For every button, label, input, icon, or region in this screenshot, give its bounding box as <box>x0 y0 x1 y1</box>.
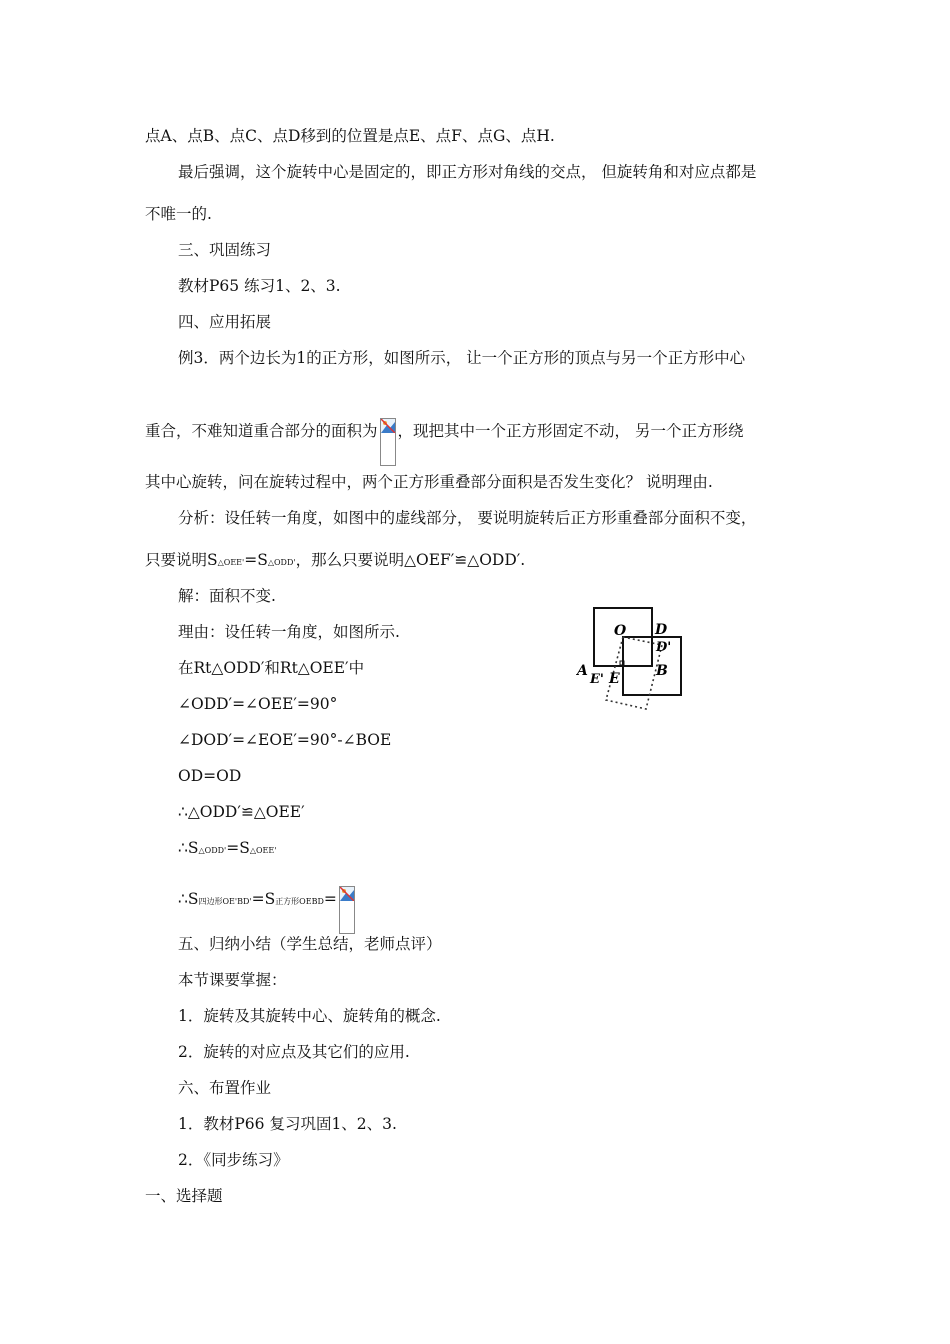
section-heading: 一、选择题 <box>145 1187 223 1205</box>
label-E-prime: E' <box>590 672 604 687</box>
text-line: 点A、点B、点C、点D移到的位置是点E、点F、点G、点H. <box>145 127 555 145</box>
label-D-prime: D' <box>656 640 672 655</box>
text-line: ∴△ODD′≌△OEE′ <box>178 803 305 821</box>
text-line <box>145 550 525 573</box>
text-segment: ∴S <box>178 839 199 857</box>
text-segment: ，那么只要说明△OEF′≌△ODD′. <box>295 551 526 569</box>
section-heading: 六、布置作业 <box>178 1079 272 1097</box>
section-heading: 三、巩固练习 <box>178 241 272 259</box>
text-line <box>178 886 357 934</box>
text-line: 教材P65 练习1、2、3. <box>178 277 341 295</box>
rotated-squares-figure <box>576 605 686 715</box>
text-line: 理由：设任转一角度，如图所示. <box>178 623 400 641</box>
subscript: △OEE' <box>217 558 245 567</box>
text-line: 不唯一的. <box>145 205 212 223</box>
text-line: 其中心旋转，问在旋转过程中，两个正方形重叠部分面积是否发生变化？ 说明理由. <box>145 473 713 491</box>
text-segment: =S <box>251 890 276 908</box>
text-line: ∠ODD′=∠OEE′=90° <box>178 695 338 713</box>
subscript: 正方形OEBD <box>275 897 324 906</box>
list-item: 1．教材P66 复习巩固1、2、3. <box>178 1115 397 1133</box>
label-A: A <box>577 663 588 679</box>
section-heading: 五、归纳小结（学生总结，老师点评） <box>178 935 442 953</box>
text-line: 在Rt△ODD′和Rt△OEE′中 <box>178 659 365 677</box>
label-E: E <box>609 671 620 687</box>
subscript: △ODD' <box>267 558 296 567</box>
text-line: OD=OD <box>178 767 242 785</box>
text-line: 本节课要掌握： <box>178 971 287 989</box>
subscript: △ODD' <box>198 846 227 855</box>
text-line: 分析：设任转一角度，如图中的虚线部分， 要说明旋转后正方形重叠部分面积不变， <box>178 509 757 527</box>
label-B: B <box>656 663 668 679</box>
section-heading: 四、应用拓展 <box>178 313 272 331</box>
list-item: 2．《同步练习》 <box>178 1151 289 1169</box>
text-line: 解：面积不变. <box>178 587 276 605</box>
label-O: O <box>614 623 627 639</box>
broken-image-icon <box>380 418 396 466</box>
subscript: 四边形OE'BD' <box>198 897 252 906</box>
text-segment: = <box>323 890 337 908</box>
text-segment: 只要说明S <box>145 551 218 569</box>
text-segment: ，现把其中一个正方形固定不动， 另一个正方形绕 <box>397 422 744 440</box>
text-line <box>145 418 743 466</box>
text-line: 最后强调，这个旋转中心是固定的，即正方形对角线的交点， 但旋转角和对应点都是 <box>178 163 757 181</box>
text-line <box>178 838 276 861</box>
text-segment: =S <box>226 839 250 857</box>
list-item: 1．旋转及其旋转中心、旋转角的概念. <box>178 1007 441 1025</box>
text-line: ∠DOD′=∠EOE′=90°-∠BOE <box>178 731 392 749</box>
broken-image-icon <box>339 886 355 934</box>
list-item: 2．旋转的对应点及其它们的应用. <box>178 1043 410 1061</box>
text-segment: ∴S <box>178 890 199 908</box>
text-line: 例3．两个边长为1的正方形，如图所示， 让一个正方形的顶点与另一个正方形中心 <box>178 349 746 367</box>
label-D: D <box>655 622 668 638</box>
text-segment: =S <box>244 551 268 569</box>
text-segment: 重合，不难知道重合部分的面积为 <box>145 422 378 440</box>
subscript: △OEE' <box>249 846 277 855</box>
